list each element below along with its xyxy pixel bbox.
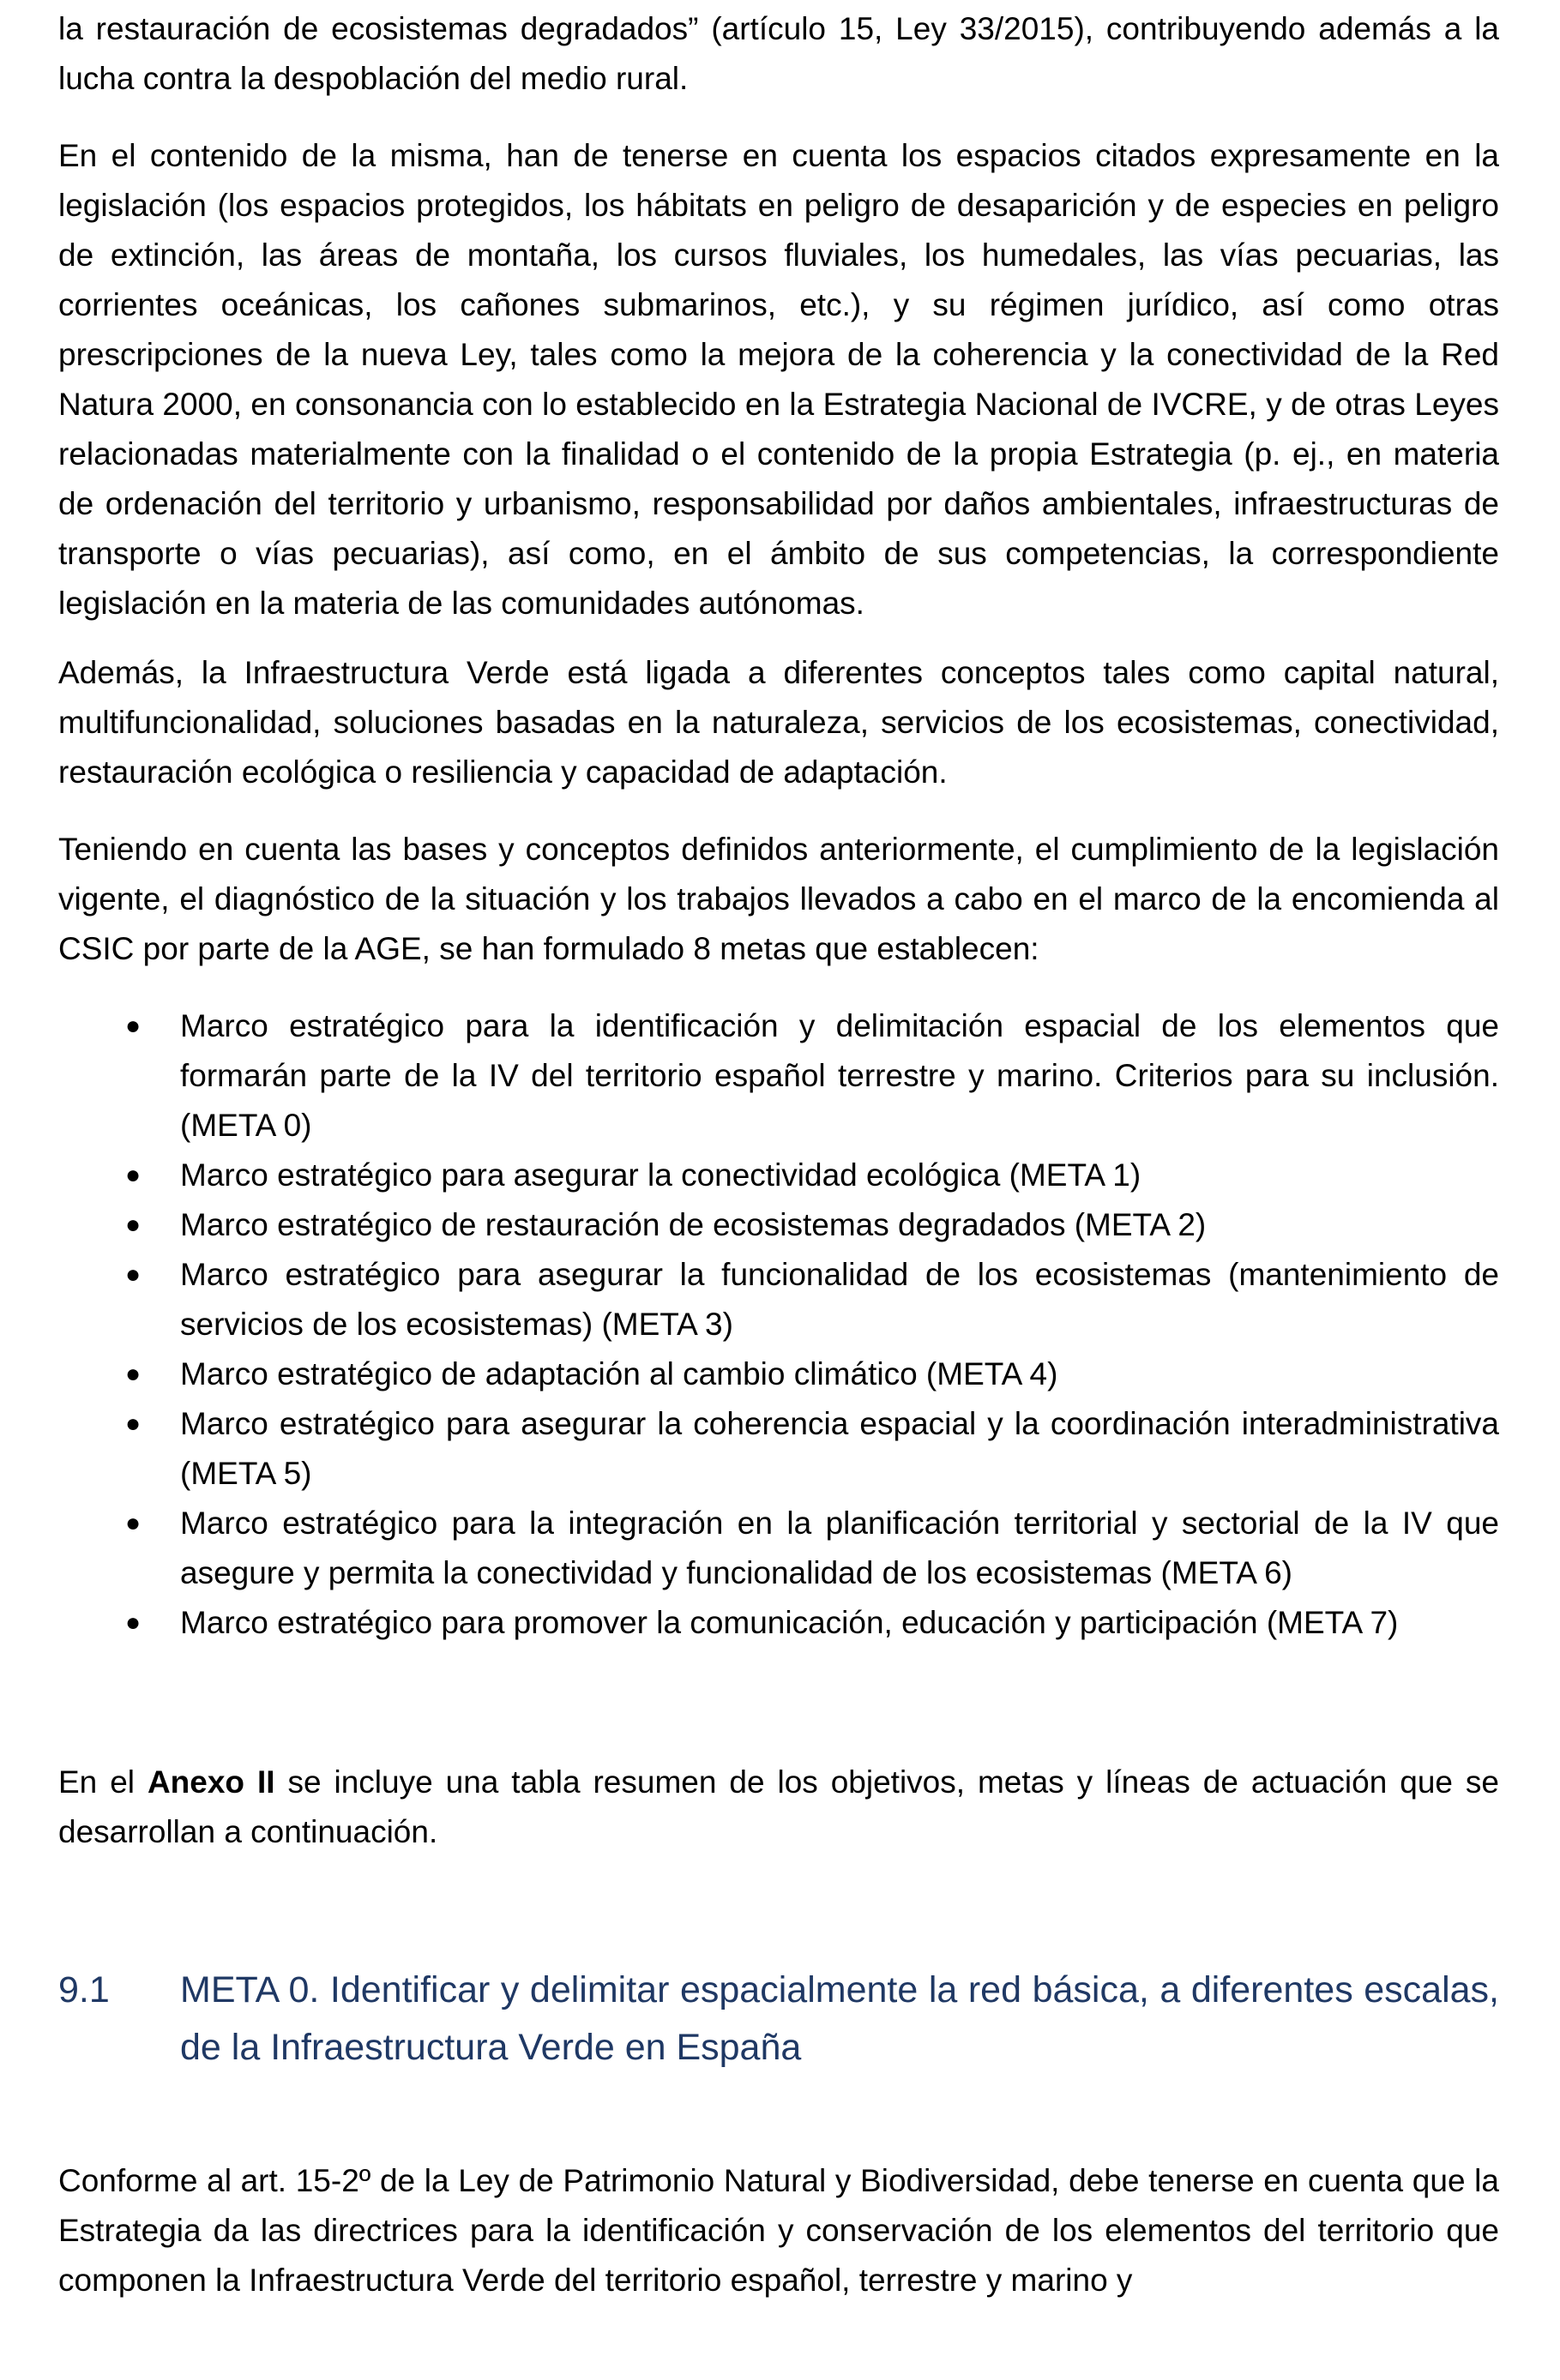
list-item	[58, 1001, 1499, 1151]
list-item-text: Marco estratégico para la integración en la planificación territorial y sectorial de la IV que asegure y permita la conectividad y funcionalidad de los ecosistemas (META 6)	[180, 1506, 1499, 1590]
section-title: META 0. Identificar y delimitar espacialmente la red básica, a diferentes escalas, de la Infraestructura Verde en España	[180, 1969, 1499, 2068]
bullet-icon: ●	[125, 1161, 142, 1189]
bullet-icon: ●	[125, 1360, 142, 1388]
list-item-text: Marco estratégico de adaptación al cambio climático (META 4)	[180, 1356, 1058, 1391]
anexo-prefix: En el	[58, 1764, 148, 1800]
list-item-text: Marco estratégico para asegurar la conectividad ecológica (META 1)	[180, 1157, 1141, 1193]
paragraph-continuation: la restauración de ecosistemas degradados” (artículo 15, Ley 33/2015), contribuyendo además a la lucha contra la despoblación del medio rural.	[58, 11, 1499, 96]
section-heading	[58, 1962, 1499, 2076]
paragraph-anexo	[58, 1758, 1499, 1857]
list-item-text: Marco estratégico para asegurar la funcionalidad de los ecosistemas (mantenimiento de servicios de los ecosistemas) (META 3)	[180, 1257, 1499, 1342]
list-item-text: Marco estratégico para asegurar la coherencia espacial y la coordinación interadministrativa (META 5)	[180, 1406, 1499, 1491]
list-item	[58, 1399, 1499, 1499]
bullet-icon: ●	[125, 1260, 142, 1289]
bullet-icon: ●	[125, 1012, 142, 1040]
bullet-icon: ●	[125, 1509, 142, 1537]
paragraph-metas-intro: Teniendo en cuenta las bases y conceptos definidos anteriormente, el cumplimiento de la legislación vigente, el diagnóstico de la situación y los trabajos llevados a cabo en el marco de la encomienda al CSIC por parte de la AGE, se han formulado 8 metas que establecen:	[58, 832, 1499, 966]
paragraph-closing: Conforme al art. 15-2º de la Ley de Patrimonio Natural y Biodiversidad, debe tenerse en cuenta que la Estrategia da las directrices para la identificación y conservación de los elementos del territorio que componen la Infraestructura Verde del territorio español, terrestre y marino y	[58, 2163, 1499, 2298]
bullet-icon: ●	[125, 1211, 142, 1239]
list-item	[58, 1499, 1499, 1598]
section-number: 9.1	[58, 1969, 110, 2010]
list-item	[58, 1151, 1499, 1200]
list-item-text: Marco estratégico de restauración de ecosistemas degradados (META 2)	[180, 1207, 1207, 1242]
list-item	[58, 1200, 1499, 1250]
metas-list	[58, 1001, 1499, 1648]
list-item	[58, 1598, 1499, 1648]
bullet-icon: ●	[125, 1409, 142, 1438]
anexo-suffix: se incluye una tabla resumen de los objetivos, metas y líneas de actuación que se desarrollan a continuación.	[58, 1764, 1499, 1849]
list-item-text: Marco estratégico para la identificación y delimitación espacial de los elementos que formarán parte de la IV del territorio español terrestre y marino. Criterios para su inclusión. (META 0)	[180, 1008, 1499, 1143]
paragraph-concepts: Además, la Infraestructura Verde está ligada a diferentes conceptos tales como capital natural, multifuncionalidad, soluciones basadas en la naturaleza, servicios de los ecosistemas, conectividad, restauración ecológica o resiliencia y capacidad de adaptación.	[58, 655, 1499, 790]
anexo-link-text: Anexo II	[147, 1764, 275, 1800]
paragraph-legislation: En el contenido de la misma, han de tenerse en cuenta los espacios citados expresamente en la legislación (los espacios protegidos, los hábitats en peligro de desaparición y de especies en peligro de extinción, las áreas de montaña, los cursos fluviales, los humedales, las vías pecuarias, las corrientes oceánicas, los cañones submarinos, etc.), y su régimen jurídico, así como otras prescripciones de la nueva Ley, tales como la mejora de la coherencia y la conectividad de la Red Natura 2000, en consonancia con lo establecido en la Estrategia Nacional de IVCRE, y de otras Leyes relacionadas materialmente con la finalidad o el contenido de la propia Estrategia (p. ej., en materia de ordenación del territorio y urbanismo, responsabilidad por daños ambientales, infraestructuras de transporte o vías pecuarias), así como, en el ámbito de sus competencias, la correspondiente legislación en la materia de las comunidades autónomas.	[58, 138, 1499, 621]
list-item	[58, 1250, 1499, 1349]
bullet-icon: ●	[125, 1608, 142, 1637]
list-item	[58, 1349, 1499, 1399]
list-item-text: Marco estratégico para promover la comunicación, educación y participación (META 7)	[180, 1605, 1399, 1640]
